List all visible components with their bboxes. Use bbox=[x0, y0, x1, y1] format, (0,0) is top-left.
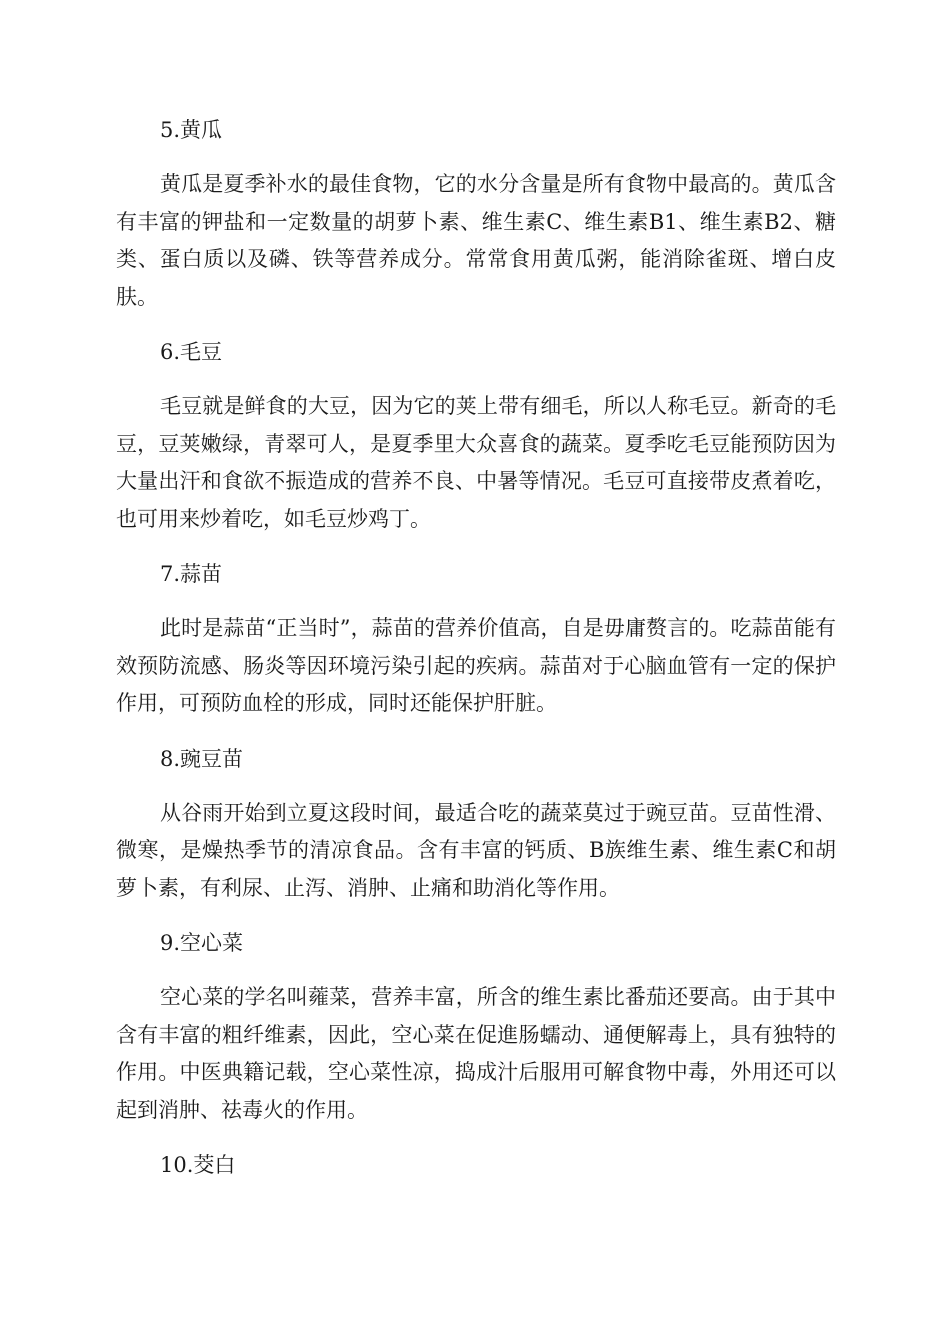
section-heading-water-bamboo: 10.茭白 bbox=[160, 1153, 236, 1177]
section-body-cucumber: 黄瓜是夏季补水的最佳食物，它的水分含量是所有食物中最高的。黄瓜含有丰富的钾盐和一定数量的胡萝卜素、维生素C、维生素B1、维生素B2、糖类、蛋白质以及磷、铁等营养成分。常常食用黄瓜粥，能消除雀斑、增白皮肤。 bbox=[116, 172, 836, 309]
section-heading-edamame: 6.毛豆 bbox=[160, 340, 223, 364]
section-heading-cucumber: 5.黄瓜 bbox=[160, 118, 223, 142]
section-heading-garlic-sprout: 7.蒜苗 bbox=[160, 562, 223, 586]
section-heading-water-spinach: 9.空心菜 bbox=[160, 931, 244, 955]
section-body-pea-shoot: 从谷雨开始到立夏这段时间，最适合吃的蔬菜莫过于豌豆苗。豆苗性滑、微寒，是燥热季节的清凉食品。含有丰富的钙质、B族维生素、维生素C和胡萝卜素，有利尿、止泻、消肿、止痛和助消化等作用。 bbox=[116, 800, 836, 900]
section-body-water-spinach: 空心菜的学名叫蕹菜，营养丰富，所含的维生素比番茄还要高。由于其中含有丰富的粗纤维素，因此，空心菜在促進肠蠕动、通便解毒上，具有独特的作用。中医典籍记载，空心菜性凉，捣成汁后服用可解食物中毒，外用还可以起到消肿、祛毒火的作用。 bbox=[116, 985, 836, 1122]
section-body-edamame: 毛豆就是鲜食的大豆，因为它的荚上带有细毛，所以人称毛豆。新奇的毛豆，豆荚嫩绿，青翠可人，是夏季里大众喜食的蔬菜。夏季吃毛豆能预防因为大量出汗和食欲不振造成的营养不良、中暑等情况。毛豆可直接带皮煮着吃，也可用来炒着吃，如毛豆炒鸡丁。 bbox=[116, 394, 836, 531]
document-body bbox=[116, 112, 836, 1201]
section-heading-pea-shoot: 8.豌豆苗 bbox=[160, 746, 244, 771]
section-body-garlic-sprout: 此时是蒜苗“正当时”，蒜苗的营养价值高，自是毋庸赘言的。吃蒜苗能有效预防流感、肠炎等因环境污染引起的疾病。蒜苗对于心脑血管有一定的保护作用，可预防血栓的形成，同时还能保护肝脏。 bbox=[116, 616, 836, 715]
